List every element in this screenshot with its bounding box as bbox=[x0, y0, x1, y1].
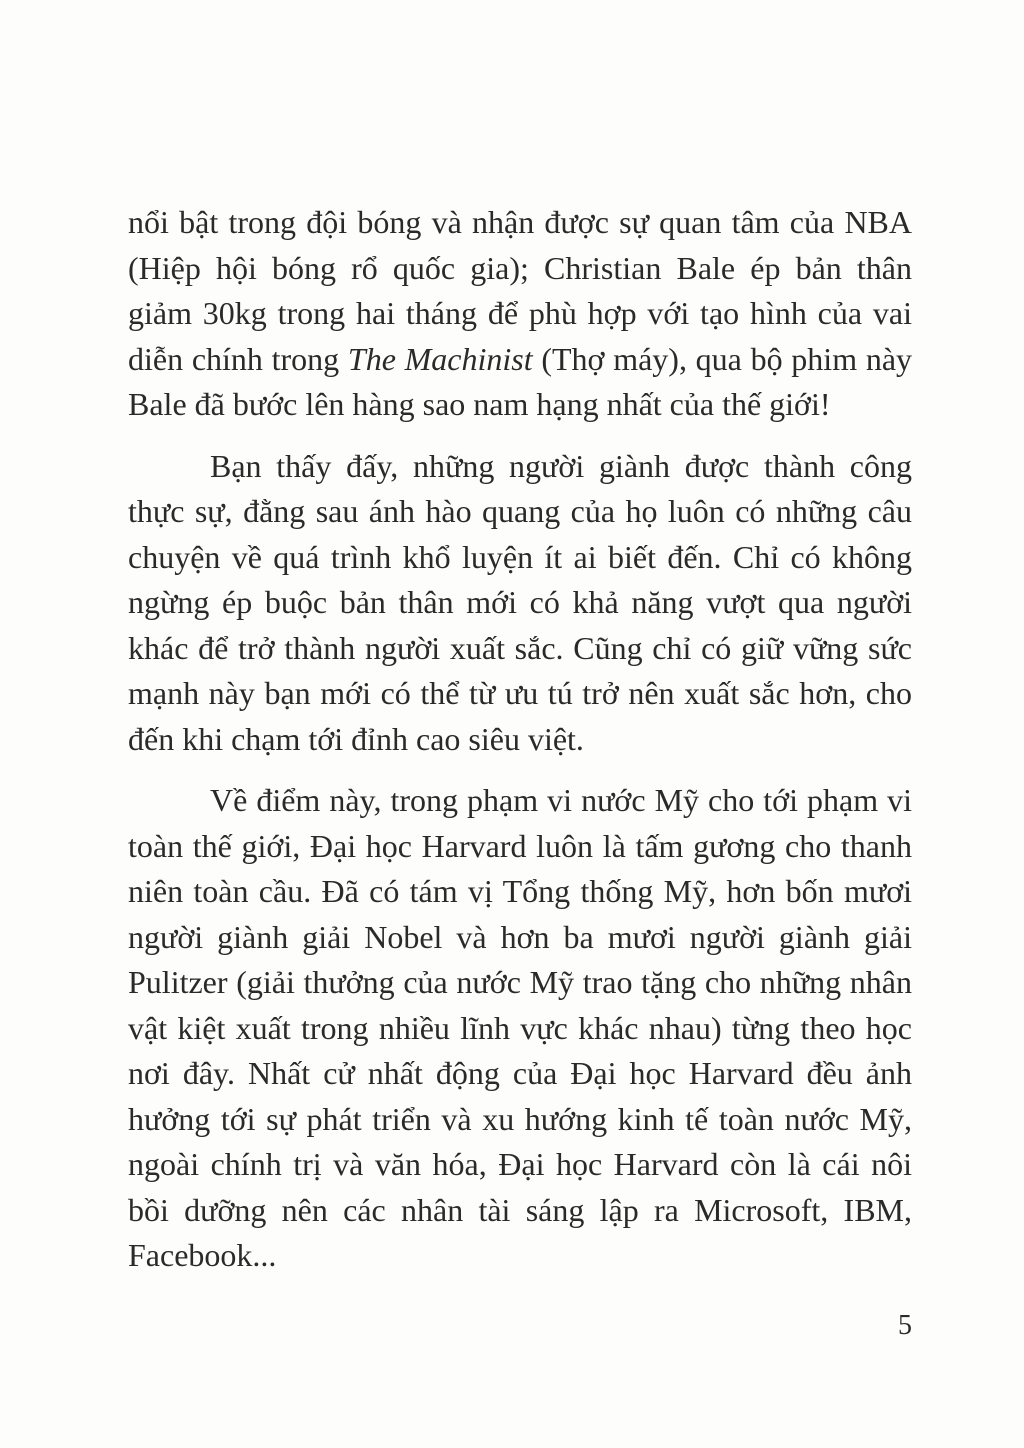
paragraph-3: Về điểm này, trong phạm vi nước Mỹ cho tới phạm vi toàn thế giới, Đại học Harvard luôn là tấm gương cho thanh niên toàn cầu. Đã có tám vị Tổng thống Mỹ, hơn bốn mươi người giành giải Nobel và hơn ba mươi người giành giải Pulitzer (giải thưởng của nước Mỹ trao tặng cho những nhân vật kiệt xuất trong nhiều lĩnh vực khác nhau) từng theo học nơi đây. Nhất cử nhất động của Đại học Harvard đều ảnh hưởng tới sự phát triển và xu hướng kinh tế toàn nước Mỹ, ngoài chính trị và văn hóa, Đại học Harvard còn là cái nôi bồi dưỡng nên các nhân tài sáng lập ra Microsoft, IBM, Facebook... bbox=[128, 782, 912, 1273]
paragraph-2: Bạn thấy đấy, những người giành được thành công thực sự, đằng sau ánh hào quang của họ luôn có những câu chuyện về quá trình khổ luyện ít ai biết đến. Chỉ có không ngừng ép buộc bản thân mới có khả năng vượt qua người khác để trở thành người xuất sắc. Cũng chỉ có giữ vững sức mạnh này bạn mới có thể từ ưu tú trở nên xuất sắc hơn, cho đến khi chạm tới đỉnh cao siêu việt. bbox=[128, 447, 912, 757]
paragraph-1-before: nổi bật trong đội bóng và nhận được sự quan tâm của NBA (Hiệp hội bóng rổ quốc gia); Christian Bale ép bản thân giảm 30kg trong hai tháng để phù hợp với tạo hình của vai diễn chính trong bbox=[128, 204, 912, 377]
paragraph-continued bbox=[128, 200, 912, 428]
paragraph-1-after: (Thợ máy), qua bộ phim này Bale đã bước lên hàng sao nam hạng nhất của thế giới! bbox=[128, 340, 913, 422]
film-title: The Machinist bbox=[347, 340, 533, 377]
page-number: 5 bbox=[898, 1310, 912, 1341]
body-text bbox=[128, 200, 912, 1279]
